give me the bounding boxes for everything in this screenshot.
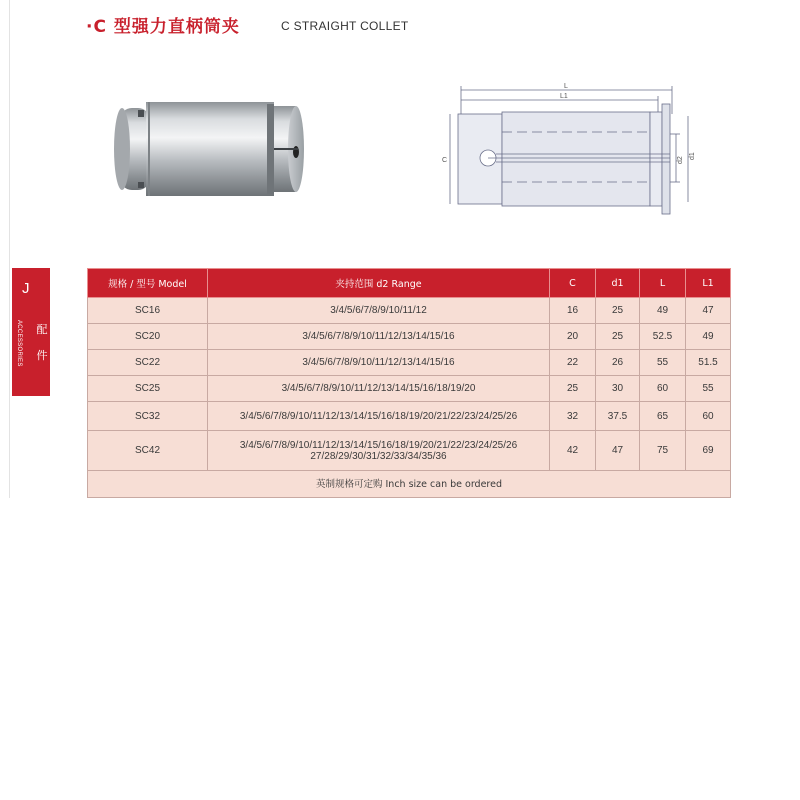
table-row — [88, 298, 731, 324]
table-row — [88, 431, 731, 471]
table-row — [88, 376, 731, 402]
header-c: C — [550, 269, 596, 298]
cell-l: 55 — [640, 350, 686, 376]
header-l1: L1 — [686, 269, 731, 298]
cell-l: 49 — [640, 298, 686, 324]
cell-l1: 55 — [686, 376, 731, 402]
cell-l1: 49 — [686, 324, 731, 350]
dimension-label-d1: d1 — [689, 152, 696, 160]
cell-model: SC22 — [88, 350, 208, 376]
dimension-label-d2: d2 — [677, 156, 684, 164]
cell-model: SC32 — [88, 402, 208, 431]
cell-range-line-1: 3/4/5/6/7/8/9/10/11/12/13/14/15/16/18/19/20/21/22/23/24/25/26 — [239, 439, 518, 451]
specification-table — [87, 268, 731, 498]
collet-product-photo — [112, 96, 310, 200]
cell-range: 3/4/5/6/7/8/9/10/11/12/13/14/15/16 — [208, 350, 550, 376]
cell-range-line-2: 27/28/29/30/31/32/33/34/35/36 — [310, 450, 447, 462]
table-row — [88, 324, 731, 350]
section-label-english: ACCESSORIES — [16, 320, 22, 367]
cell-model: SC16 — [88, 298, 208, 324]
cell-c: 16 — [550, 298, 596, 324]
header-model: 规格 / 型号 Model — [88, 269, 208, 298]
section-side-tab — [12, 268, 50, 396]
cell-range: 3/4/5/6/7/8/9/10/11/12 — [208, 298, 550, 324]
cell-range: 3/4/5/6/7/8/9/10/11/12/13/14/15/16 — [208, 324, 550, 350]
cell-l: 52.5 — [640, 324, 686, 350]
page-title-english: C STRAIGHT COLLET — [281, 19, 409, 33]
header-l: L — [640, 269, 686, 298]
table-row — [88, 402, 731, 431]
cell-d1: 47 — [596, 431, 640, 471]
page-edge-line — [9, 0, 10, 498]
cell-range — [208, 431, 550, 471]
header-range: 夹持范围 d2 Range — [208, 269, 550, 298]
page-title-chinese: ·C 型强力直柄筒夹 — [86, 17, 240, 37]
cell-range: 3/4/5/6/7/8/9/10/11/12/13/14/15/16/18/19/20/21/22/23/24/25/26 — [208, 402, 550, 431]
cell-d1: 26 — [596, 350, 640, 376]
section-label-chinese — [34, 320, 50, 366]
cell-model: SC42 — [88, 431, 208, 471]
cell-d1: 30 — [596, 376, 640, 402]
cell-l1: 69 — [686, 431, 731, 471]
cell-c: 22 — [550, 350, 596, 376]
dimension-label-l1: L1 — [560, 93, 568, 100]
cell-l: 60 — [640, 376, 686, 402]
cell-l1: 47 — [686, 298, 731, 324]
cell-d1: 25 — [596, 324, 640, 350]
cell-d1: 25 — [596, 298, 640, 324]
cell-l: 75 — [640, 431, 686, 471]
cell-model: SC25 — [88, 376, 208, 402]
section-letter: J — [22, 280, 30, 297]
table-row — [88, 350, 731, 376]
section-label-char-1: 配 — [36, 323, 48, 336]
dimension-label-c: C — [442, 157, 448, 164]
dimension-label-l: L — [564, 83, 568, 90]
cell-l1: 60 — [686, 402, 731, 431]
table-note: 英制规格可定购 Inch size can be ordered — [88, 471, 731, 498]
cell-d1: 37.5 — [596, 402, 640, 431]
cell-c: 32 — [550, 402, 596, 431]
cell-c: 20 — [550, 324, 596, 350]
table-header-row — [88, 269, 731, 298]
cell-l: 65 — [640, 402, 686, 431]
cell-range: 3/4/5/6/7/8/9/10/11/12/13/14/15/16/18/19/20 — [208, 376, 550, 402]
header-d1: d1 — [596, 269, 640, 298]
cell-c: 25 — [550, 376, 596, 402]
cell-l1: 51.5 — [686, 350, 731, 376]
cell-model: SC20 — [88, 324, 208, 350]
section-label-char-2: 件 — [36, 349, 48, 362]
cell-c: 42 — [550, 431, 596, 471]
table-note-row — [88, 471, 731, 498]
collet-technical-drawing — [436, 78, 706, 218]
